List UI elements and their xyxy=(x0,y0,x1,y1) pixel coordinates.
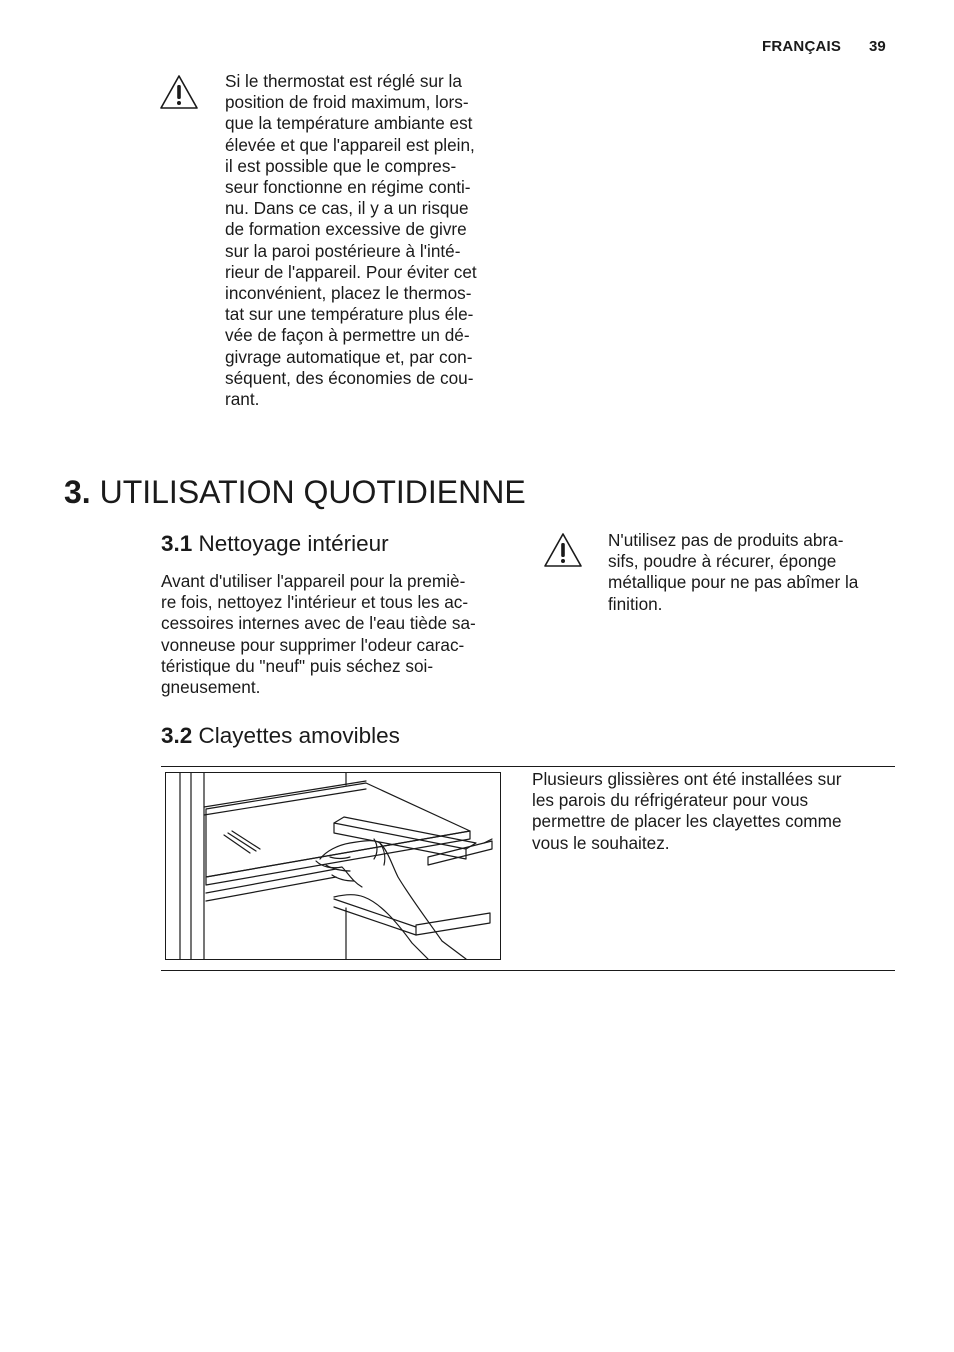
text-line: vous le souhaitez. xyxy=(532,832,670,853)
warning-triangle-icon xyxy=(159,74,199,110)
text-line: sifs, poudre à récurer, éponge xyxy=(608,551,837,572)
text-line: position de froid maximum, lors- xyxy=(225,92,469,113)
table-bottom-rule xyxy=(161,970,895,971)
text-line: téristique du "neuf" puis séchez soi- xyxy=(161,655,434,676)
subsection-2-title-text: Clayettes amovibles xyxy=(198,723,400,748)
text-line: cessoires internes avec de l'eau tiède sa- xyxy=(161,613,476,634)
warning-2-text xyxy=(608,530,908,615)
text-line: finition. xyxy=(608,593,663,614)
text-line: rieur de l'appareil. Pour éviter cet xyxy=(225,261,477,282)
page-number: 39 xyxy=(869,38,886,55)
section-title xyxy=(64,472,526,512)
subsection-1-title xyxy=(161,530,389,558)
text-line: vée de façon à permettre un dé- xyxy=(225,325,470,346)
text-line: Avant d'utiliser l'appareil pour la premiè- xyxy=(161,571,466,591)
subsection-1-text xyxy=(161,571,521,698)
text-line: séquent, des économies de cou- xyxy=(225,367,474,388)
table-top-rule xyxy=(161,766,895,767)
shelf-removal-illustration xyxy=(165,772,501,960)
text-line: inconvénient, placez le thermos- xyxy=(225,283,472,304)
section-title-text: UTILISATION QUOTIDIENNE xyxy=(99,474,526,510)
text-line: seur fonctionne en régime conti- xyxy=(225,177,471,198)
text-line: sur la paroi postérieure à l'inté- xyxy=(225,240,461,261)
text-line: Plusieurs glissières ont été installées sur xyxy=(532,769,842,789)
text-line: élevée et que l'appareil est plein, xyxy=(225,134,475,155)
text-line: vonneuse pour supprimer l'odeur carac- xyxy=(161,634,465,655)
text-line: de formation excessive de givre xyxy=(225,219,467,240)
text-line: que la température ambiante est xyxy=(225,113,473,134)
warning-1-text xyxy=(225,71,525,410)
text-line: re fois, nettoyez l'intérieur et tous les ac- xyxy=(161,592,469,613)
text-line: tat sur une température plus éle- xyxy=(225,304,474,325)
subsection-2-text xyxy=(532,769,892,854)
text-line: rant. xyxy=(225,389,260,410)
text-line: N'utilisez pas de produits abra- xyxy=(608,530,844,550)
text-line: gneusement. xyxy=(161,677,261,698)
subsection-1-title-text: Nettoyage intérieur xyxy=(198,531,389,556)
text-line: Si le thermostat est réglé sur la xyxy=(225,71,462,91)
subsection-1-number: 3.1 xyxy=(161,531,193,556)
text-line: les parois du réfrigérateur pour vous xyxy=(532,790,809,811)
header-language: FRANÇAIS xyxy=(762,38,842,55)
text-line: givrage automatique et, par con- xyxy=(225,346,473,367)
text-line: il est possible que le compres- xyxy=(225,155,457,176)
section-number: 3. xyxy=(64,474,91,510)
text-line: nu. Dans ce cas, il y a un risque xyxy=(225,198,469,219)
text-line: métallique pour ne pas abîmer la xyxy=(608,572,859,593)
subsection-2-number: 3.2 xyxy=(161,723,193,748)
subsection-2-title xyxy=(161,722,400,750)
warning-triangle-icon xyxy=(543,532,583,568)
text-line: permettre de placer les clayettes comme xyxy=(532,811,842,832)
